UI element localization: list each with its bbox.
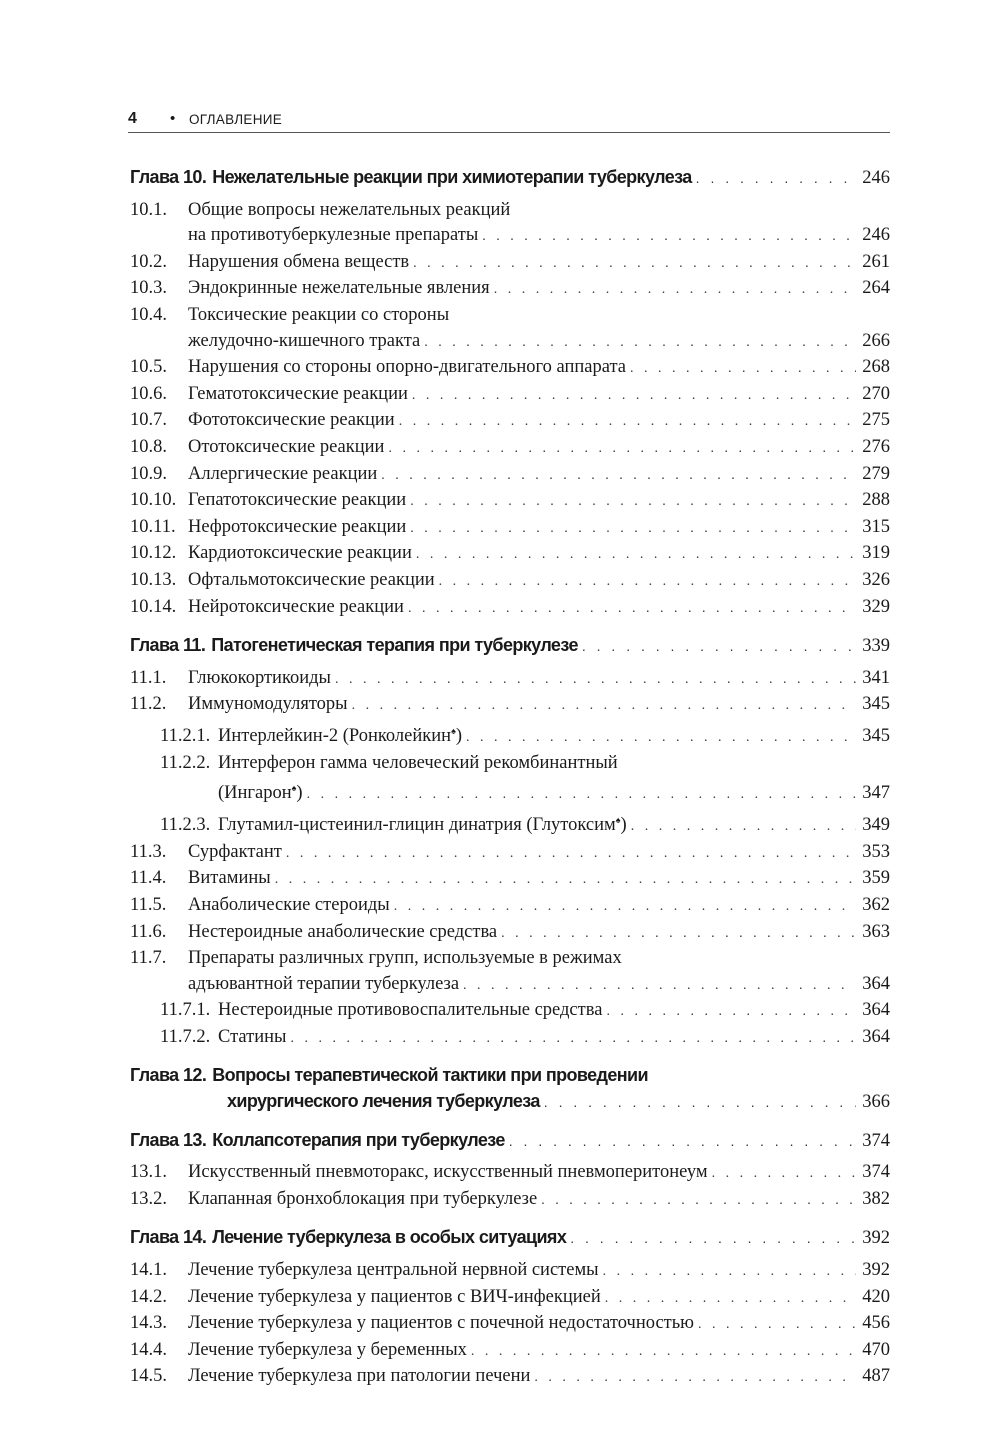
toc-item-11-2-1[interactable] bbox=[130, 719, 890, 751]
toc-item-11-5[interactable] bbox=[130, 893, 890, 920]
item-title: Кардиотоксические реакции bbox=[188, 543, 412, 564]
item-title-line1: Токсические реакции со стороны bbox=[188, 304, 450, 325]
dot-leader bbox=[462, 725, 856, 751]
toc-item-10-8[interactable] bbox=[130, 435, 890, 462]
page-ref: 364 bbox=[862, 1026, 890, 1047]
item-number: 11.4. bbox=[130, 868, 167, 889]
page-ref: 382 bbox=[862, 1188, 890, 1209]
chapter-number: Глава 11. bbox=[130, 635, 206, 656]
chapter-title: Патогенетическая терапия при туберкулезе bbox=[211, 635, 578, 656]
toc-item-11-7-1[interactable] bbox=[130, 998, 890, 1025]
item-number: 11.2.2. bbox=[160, 752, 211, 773]
dot-leader bbox=[692, 166, 856, 192]
dot-leader bbox=[395, 409, 856, 435]
item-number: 14.2. bbox=[130, 1286, 167, 1307]
item-title-line1: Препараты различных групп, используемые в режимах bbox=[188, 948, 622, 969]
page-ref: 420 bbox=[862, 1286, 890, 1307]
page-ref: 288 bbox=[862, 490, 890, 511]
toc-item-13-1[interactable] bbox=[130, 1160, 890, 1187]
item-title: Анаболические стероиды bbox=[188, 894, 390, 915]
item-number: 10.13. bbox=[130, 569, 177, 590]
page-header bbox=[128, 108, 890, 133]
page-ref: 363 bbox=[862, 921, 890, 942]
toc-item-10-6[interactable] bbox=[130, 382, 890, 409]
item-title-line1: Интерферон гамма человеческий рекомбинантный bbox=[218, 752, 618, 773]
page-ref: 366 bbox=[862, 1092, 890, 1113]
item-title: Витамины bbox=[188, 868, 271, 889]
item-title: Интерлейкин-2 (Ронколейкин♠) bbox=[218, 725, 463, 747]
toc-item-13-2[interactable] bbox=[130, 1187, 890, 1214]
item-title: Нейротоксические реакции bbox=[188, 596, 404, 617]
page-ref: 326 bbox=[862, 569, 890, 590]
dot-leader bbox=[602, 999, 856, 1025]
item-number: 10.6. bbox=[130, 383, 167, 404]
item-number: 11.6. bbox=[130, 921, 167, 942]
chapter-title-line2: хирургического лечения туберкулеза bbox=[227, 1091, 540, 1112]
item-title: Гепатотоксические реакции bbox=[188, 490, 407, 511]
page-ref: 353 bbox=[862, 841, 890, 862]
page-ref: 276 bbox=[862, 436, 890, 457]
dot-leader bbox=[406, 489, 856, 515]
dot-leader bbox=[409, 251, 856, 277]
dot-leader bbox=[331, 667, 856, 693]
chapter-number: Глава 10. bbox=[130, 167, 207, 187]
item-title: Лечение туберкулеза при патологии печени bbox=[188, 1366, 531, 1387]
toc-item-11-6[interactable] bbox=[130, 920, 890, 947]
page-ref: 341 bbox=[862, 667, 890, 688]
item-title: Нарушения обмена веществ bbox=[188, 251, 410, 272]
item-title: Лечение туберкулеза у пациентов с почечной недостаточностью bbox=[188, 1313, 694, 1334]
toc-item-14-3[interactable] bbox=[130, 1311, 890, 1338]
toc-item-10-13[interactable] bbox=[130, 568, 890, 595]
dot-leader bbox=[420, 330, 856, 356]
page-number: 4 bbox=[128, 110, 137, 127]
toc-item-10-3[interactable] bbox=[130, 276, 890, 303]
toc-item-14-1[interactable] bbox=[130, 1258, 890, 1285]
chapter-number: Глава 12. bbox=[130, 1065, 207, 1086]
dot-leader bbox=[505, 1129, 856, 1155]
page-ref: 329 bbox=[862, 596, 890, 617]
page-ref: 349 bbox=[862, 815, 890, 836]
dot-leader bbox=[412, 542, 856, 568]
toc-item-10-12[interactable] bbox=[130, 541, 890, 568]
item-title-line2: желудочно-кишечного тракта bbox=[188, 330, 421, 351]
item-number: 11.7. bbox=[130, 948, 167, 969]
page-ref: 374 bbox=[862, 1130, 890, 1151]
item-title: Статины bbox=[218, 1026, 287, 1047]
item-number: 11.1. bbox=[130, 667, 167, 688]
chapter-number: Глава 14. bbox=[130, 1227, 207, 1248]
dot-leader bbox=[459, 973, 856, 999]
item-number: 14.1. bbox=[130, 1260, 167, 1281]
page-ref: 270 bbox=[862, 383, 890, 404]
item-number: 14.3. bbox=[130, 1313, 167, 1334]
toc-chapter-12[interactable] bbox=[130, 1063, 890, 1115]
item-number: 10.8. bbox=[130, 436, 167, 457]
item-number: 14.5. bbox=[130, 1366, 167, 1387]
item-title: Сурфактант bbox=[188, 841, 282, 862]
dot-leader bbox=[478, 224, 856, 250]
dot-leader bbox=[406, 516, 856, 542]
toc-item-10-1[interactable] bbox=[130, 198, 890, 250]
item-number: 10.10. bbox=[130, 490, 177, 511]
dot-leader bbox=[601, 1286, 856, 1312]
dot-leader bbox=[578, 634, 856, 660]
item-title: Иммуномодуляторы bbox=[188, 694, 348, 715]
dot-leader bbox=[467, 1339, 856, 1365]
dot-leader bbox=[599, 1259, 856, 1285]
dot-leader bbox=[271, 867, 856, 893]
page-ref: 266 bbox=[862, 330, 890, 351]
item-number: 11.7.2. bbox=[160, 1026, 211, 1047]
page-ref: 345 bbox=[862, 694, 890, 715]
page-ref: 246 bbox=[862, 168, 890, 188]
item-number: 11.2.1. bbox=[160, 726, 211, 747]
dot-leader bbox=[694, 1312, 856, 1338]
toc-chapter-10[interactable] bbox=[130, 165, 890, 192]
item-number: 10.14. bbox=[130, 596, 177, 617]
item-title: Офтальмотоксические реакции bbox=[188, 569, 435, 590]
item-title-line2: на противотуберкулезные препараты bbox=[188, 225, 479, 246]
page-ref: 359 bbox=[862, 868, 890, 889]
dot-leader bbox=[626, 356, 856, 382]
dot-leader bbox=[286, 1026, 856, 1052]
item-title: Лечение туберкулеза у пациентов с ВИЧ-инфекцией bbox=[188, 1286, 601, 1307]
dot-leader bbox=[497, 921, 856, 947]
item-title: Нарушения со стороны опорно-двигательного аппарата bbox=[188, 357, 626, 378]
item-number: 10.3. bbox=[130, 278, 167, 299]
item-number: 10.11. bbox=[130, 516, 176, 537]
dot-leader bbox=[537, 1188, 856, 1214]
page-ref: 362 bbox=[862, 894, 890, 915]
chapter-number: Глава 13. bbox=[130, 1129, 207, 1150]
page-ref: 275 bbox=[862, 410, 890, 431]
dot-leader bbox=[377, 463, 856, 489]
item-number: 14.4. bbox=[130, 1339, 167, 1360]
dot-leader bbox=[708, 1161, 856, 1187]
item-number: 10.2. bbox=[130, 251, 167, 272]
item-title-line2: адъювантной терапии туберкулеза bbox=[188, 973, 460, 994]
page-ref: 264 bbox=[862, 278, 890, 299]
page-ref: 364 bbox=[862, 973, 890, 994]
item-title: Глутамил-цистеинил-глицин динатрия (Глутоксим♠) bbox=[218, 814, 627, 836]
header-bullet: • bbox=[170, 110, 176, 127]
toc-item-10-7[interactable] bbox=[130, 408, 890, 435]
toc-chapter-13[interactable] bbox=[130, 1128, 890, 1155]
item-number: 11.2. bbox=[130, 694, 167, 715]
dot-leader bbox=[627, 814, 856, 840]
chapter-title: Коллапсотерапия при туберкулезе bbox=[212, 1129, 505, 1150]
table-of-contents bbox=[130, 165, 890, 1391]
item-title-line2: (Ингарон♠) bbox=[218, 783, 303, 804]
page-ref: 456 bbox=[862, 1313, 890, 1334]
toc-item-11-3[interactable] bbox=[130, 840, 890, 867]
running-title: ОГЛАВЛЕНИЕ bbox=[189, 112, 283, 127]
chapter-title: Нежелательные реакции при химиотерапии туберкулеза bbox=[212, 167, 692, 187]
page-ref: 319 bbox=[862, 543, 890, 564]
page-ref: 261 bbox=[862, 251, 890, 272]
item-title: Лечение туберкулеза центральной нервной системы bbox=[188, 1260, 599, 1281]
toc-item-10-10[interactable] bbox=[130, 488, 890, 515]
toc-item-11-2-3[interactable] bbox=[130, 808, 890, 840]
page-ref: 315 bbox=[862, 516, 890, 537]
chapter-title: Лечение туберкулеза в особых ситуациях bbox=[212, 1227, 567, 1248]
item-title: Клапанная бронхоблокация при туберкулезе bbox=[188, 1188, 538, 1209]
item-number: 10.12. bbox=[130, 543, 177, 564]
dot-leader bbox=[404, 596, 856, 622]
item-title: Гематотоксические реакции bbox=[188, 383, 408, 404]
item-title-line1: Общие вопросы нежелательных реакций bbox=[188, 199, 511, 220]
item-title: Нестероидные анаболические средства bbox=[188, 921, 498, 942]
dot-leader bbox=[490, 277, 856, 303]
item-number: 11.3. bbox=[130, 841, 167, 862]
toc-item-11-7[interactable] bbox=[130, 946, 890, 998]
trademark-mark: ♠ bbox=[615, 814, 621, 825]
dot-leader bbox=[540, 1090, 856, 1116]
item-title: Лечение туберкулеза у беременных bbox=[188, 1339, 467, 1360]
toc-item-14-4[interactable] bbox=[130, 1338, 890, 1365]
item-number: 10.4. bbox=[130, 304, 167, 325]
item-title: Нефротоксические реакции bbox=[188, 516, 407, 537]
item-title: Искусственный пневмоторакс, искусственный пневмоперитонеум bbox=[188, 1162, 708, 1183]
page-ref: 364 bbox=[862, 1000, 890, 1021]
dot-leader bbox=[390, 894, 856, 920]
toc-item-14-5[interactable] bbox=[130, 1364, 890, 1391]
toc-chapter-11[interactable] bbox=[130, 633, 890, 660]
dot-leader bbox=[435, 569, 856, 595]
page-ref: 246 bbox=[862, 225, 890, 246]
item-title: Фототоксические реакции bbox=[188, 410, 395, 431]
page-ref: 279 bbox=[862, 463, 890, 484]
item-title: Нестероидные противовоспалительные средства bbox=[218, 1000, 603, 1021]
trademark-mark: ♠ bbox=[451, 725, 456, 736]
item-number: 11.5. bbox=[130, 894, 167, 915]
toc-item-10-9[interactable] bbox=[130, 462, 890, 489]
toc-item-10-5[interactable] bbox=[130, 355, 890, 382]
toc-item-10-14[interactable] bbox=[130, 595, 890, 622]
page-ref: 392 bbox=[862, 1260, 890, 1281]
page-ref: 345 bbox=[862, 726, 890, 747]
item-number: 10.9. bbox=[130, 463, 167, 484]
toc-item-11-2-2[interactable] bbox=[130, 751, 890, 808]
page-ref: 268 bbox=[862, 357, 890, 378]
toc-item-11-1[interactable] bbox=[130, 666, 890, 693]
page-ref: 374 bbox=[862, 1162, 890, 1183]
dot-leader bbox=[530, 1365, 856, 1391]
item-number: 10.1. bbox=[130, 199, 167, 220]
item-title: Эндокринные нежелательные явления bbox=[188, 278, 490, 299]
chapter-title-line1: Вопросы терапевтической тактики при проведении bbox=[212, 1065, 648, 1086]
toc-chapter-14[interactable] bbox=[130, 1225, 890, 1252]
dot-leader bbox=[384, 436, 856, 462]
toc-item-14-2[interactable] bbox=[130, 1285, 890, 1312]
page-ref: 339 bbox=[862, 636, 890, 657]
dot-leader bbox=[303, 782, 856, 808]
dot-leader bbox=[282, 841, 856, 867]
item-number: 11.7.1. bbox=[160, 1000, 211, 1021]
page-ref: 347 bbox=[862, 783, 890, 804]
item-number: 10.5. bbox=[130, 357, 167, 378]
dot-leader bbox=[566, 1226, 856, 1252]
toc-item-11-7-2[interactable] bbox=[130, 1025, 890, 1052]
toc-item-10-4[interactable] bbox=[130, 303, 890, 355]
item-number: 13.1. bbox=[130, 1162, 167, 1183]
toc-item-10-2[interactable] bbox=[130, 250, 890, 277]
toc-item-11-2[interactable] bbox=[130, 692, 890, 719]
item-number: 13.2. bbox=[130, 1188, 167, 1209]
toc-item-10-11[interactable] bbox=[130, 515, 890, 542]
dot-leader bbox=[348, 693, 856, 719]
dot-leader bbox=[408, 383, 856, 409]
item-number: 10.7. bbox=[130, 410, 167, 431]
page-ref: 392 bbox=[862, 1228, 890, 1249]
page-ref: 487 bbox=[862, 1366, 890, 1387]
toc-item-11-4[interactable] bbox=[130, 866, 890, 893]
trademark-mark: ♠ bbox=[291, 783, 297, 794]
item-title: Глюкокортикоиды bbox=[188, 667, 331, 688]
item-number: 11.2.3. bbox=[160, 815, 211, 836]
item-title: Ототоксические реакции bbox=[188, 436, 385, 457]
item-title: Аллергические реакции bbox=[188, 463, 378, 484]
page-ref: 470 bbox=[862, 1339, 890, 1360]
